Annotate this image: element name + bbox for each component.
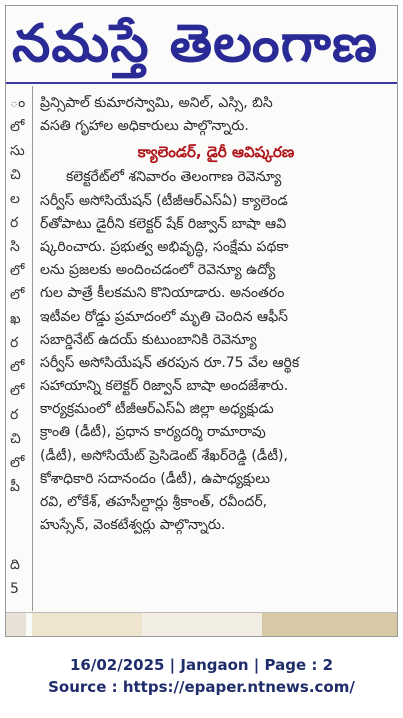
body-line: సబార్డినేట్ ఉదయ్ కుటుంబానికి రెవెన్యూ [40,331,257,348]
article-intro [40,92,392,138]
strip-fragment: లో [10,287,25,303]
body-line: హుస్సేన్, వెంకటేశ్వర్లు పాల్గొన్నారు. [40,517,226,534]
image-fragment [6,613,26,637]
masthead-title: నమస్తే తెలంగాణ [12,14,379,74]
edition-info: 16/02/2025 | Jangaon | Page : 2 [69,656,334,674]
strip-fragment: లో [10,383,25,399]
article-body [40,166,392,537]
body-line: సర్వీస్ అసోసియేషన్ (టీజీఆర్ఎస్ఏ) క్యాలెండ [40,192,288,209]
body-line: గుల పాత్రే కీలకమని కొనియాడారు. అనంతరం [40,285,285,302]
image-fragment [262,613,397,637]
next-article-image-strip [6,612,397,637]
strip-fragment: లో [10,359,25,375]
newspaper-clipping [5,5,398,637]
body-line: ష్కరించారు. ప్రభుత్వ అభివృద్ధి, సంక్షేమ పథకా [40,238,289,255]
strip-fragment: లో [10,263,25,279]
adjacent-column-fragment [6,86,33,611]
body-line: ర్‌తోపాటు డైరీని కలెక్టర్ షేక్ రిజ్వాన్ బాషా ఆవి [40,215,287,232]
body-line: కోశాధికారి సదానందం (డీటీ), ఉపాధ్యక్షులు [40,470,270,487]
body-line: ఇటీవల రోడ్డు ప్రమాదంలో మృతి చెందిన ఆఫీస్ [40,308,288,325]
article [40,92,392,537]
body-line: కార్యక్రమంలో టీజీఆర్ఎస్ఏ జిల్లా అధ్యక్షుడు [40,401,274,418]
source-url: Source : https://epaper.ntnews.com/ [48,678,355,696]
strip-fragment: ది [10,557,20,573]
image-fragment [32,613,142,637]
strip-fragment: ర [10,335,19,351]
source-footer [0,654,403,698]
body-line: (డీటీ), అసోసియేట్ ప్రెసిడెంట్ శేఖర్‌రెడ్డి (డీటీ), [40,447,288,464]
strip-fragment: ర [10,215,19,231]
body-line: కలెక్టరేట్‌లో శనివారం తెలంగాణ రెవెన్యూ [66,169,282,186]
strip-fragment: ల [10,191,20,207]
strip-fragment: లో [10,455,25,471]
strip-fragment: 5 [10,581,19,597]
body-line: సహాయాన్ని కలెక్టర్ రిజ్వాన్ బాషా అందజేశారు. [40,378,289,395]
intro-line: వసతి గృహాల అధికారులు పాల్గొన్నారు. [40,118,249,135]
strip-fragment: పీ [10,479,20,495]
strip-fragment: సు [10,143,25,159]
body-line: సర్వీస్ అసోసియేషన్ తరపున రూ.75 వేల ఆర్థిక [40,354,300,371]
masthead [6,6,397,84]
strip-fragment: ర [10,407,19,423]
strip-fragment: ం [10,95,26,111]
strip-fragment: చి [10,167,21,183]
strip-fragment: చి [10,431,21,447]
article-headline: క్యాలెండర్, డైరీ ఆవిష్కరణ [137,143,295,162]
strip-fragment: సి [10,239,20,255]
body-line: రవి, లోకేశ్, తహసీల్దార్లు శ్రీకాంత్, రవీందర్, [40,494,268,510]
body-line: క్రాంతి (డీటీ), ప్రధాన కార్యదర్శి రామారావు [40,424,266,441]
strip-fragment: ఖ [10,311,21,327]
body-line: లను ప్రజలకు అందించడంలో రెవెన్యూ ఉద్యో [40,262,276,279]
intro-line: ప్రిన్సిపాల్ కుమారస్వామి, అనిల్, ఎస్సి, బిసి [40,95,273,111]
image-fragment [142,613,262,637]
strip-fragment: లో [10,119,25,135]
